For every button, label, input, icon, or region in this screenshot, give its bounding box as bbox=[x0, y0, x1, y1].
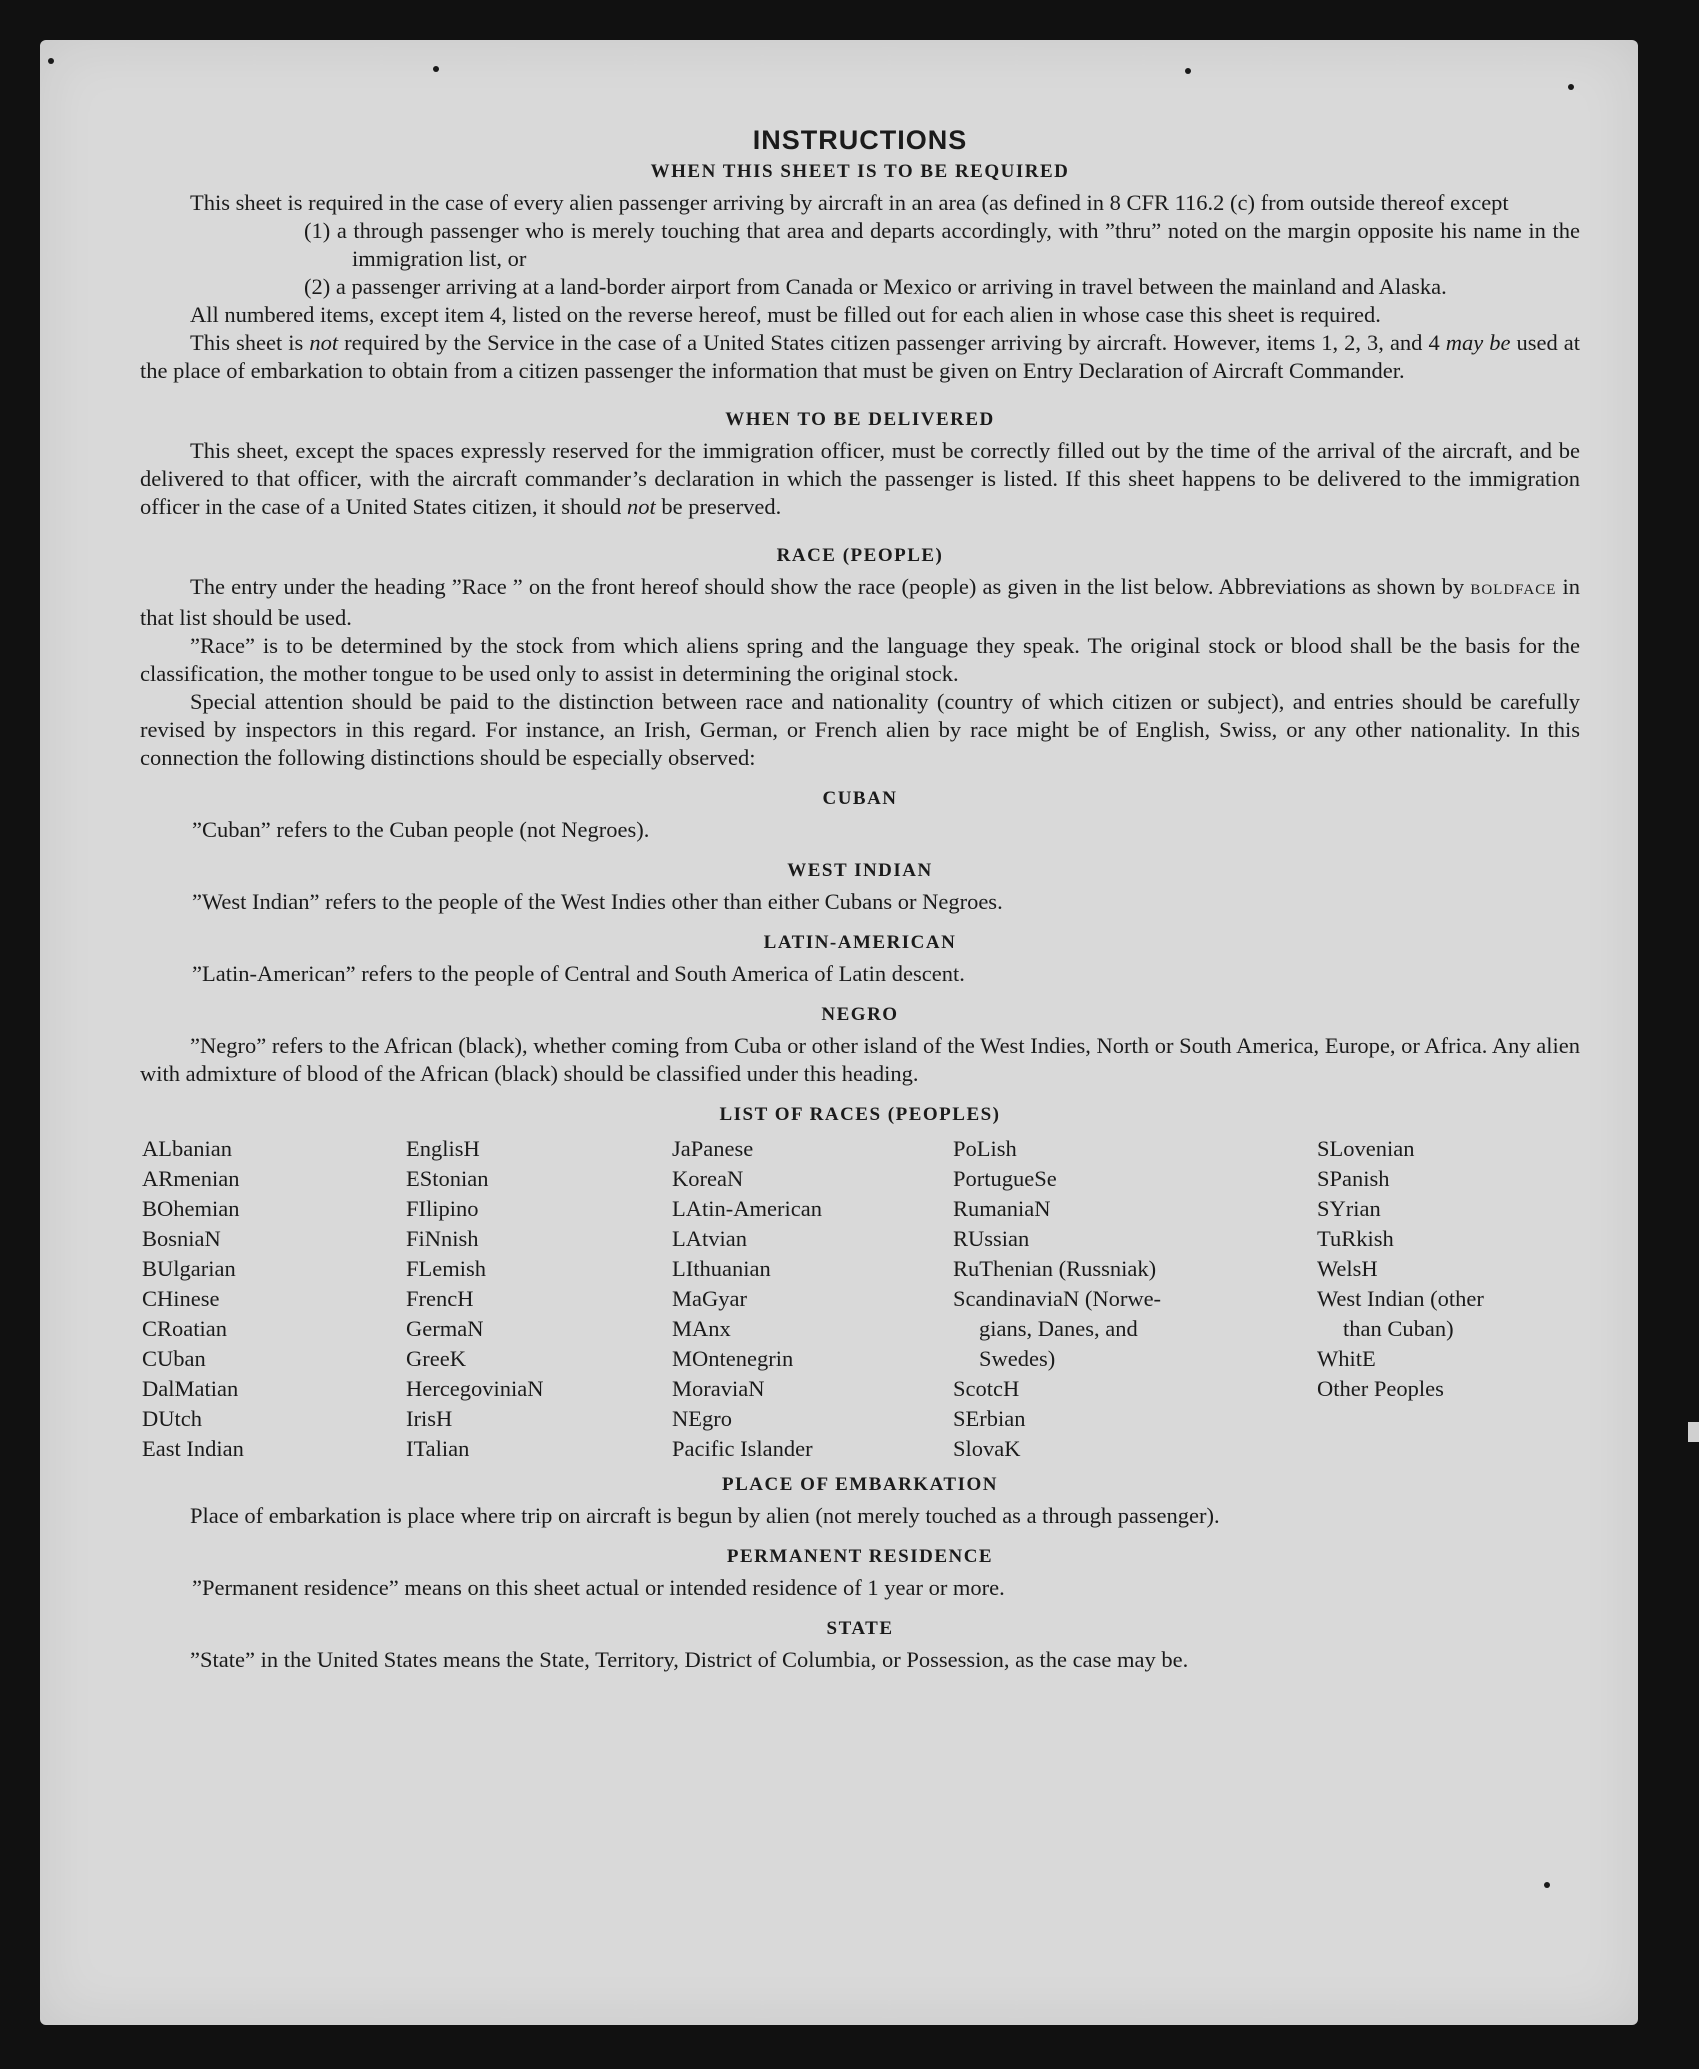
race-entry: SlovaK bbox=[953, 1436, 1021, 1461]
race-paragraph-1 bbox=[140, 573, 1580, 632]
race-entry: JaPanese bbox=[672, 1136, 754, 1161]
section-heading-west-indian: WEST INDIAN bbox=[787, 860, 933, 881]
speck-mark bbox=[1544, 1882, 1550, 1888]
race-entry: LAtvian bbox=[672, 1226, 747, 1251]
race-entry: BOhemian bbox=[142, 1196, 240, 1221]
race-entry: MAnx bbox=[672, 1316, 731, 1341]
race-entry: LAtin-American bbox=[672, 1196, 822, 1221]
race-entry-continuation: Swedes) bbox=[979, 1346, 1056, 1371]
race-entry: MoraviaN bbox=[672, 1376, 765, 1401]
race-entry: CRoatian bbox=[142, 1316, 227, 1341]
section-heading-required: WHEN THIS SHEET IS TO BE REQUIRED bbox=[650, 161, 1070, 182]
required-intro: This sheet is required in the case of every alien passenger arriving by aircraft in an area (as defined in 8 CFR 116.2 (c) from outside thereof except bbox=[190, 190, 1509, 215]
race-entry: FIlipino bbox=[406, 1196, 479, 1221]
race-entry: SLovenian bbox=[1317, 1136, 1415, 1161]
race-entry: EnglisH bbox=[406, 1136, 480, 1161]
race-entry: GreeK bbox=[406, 1346, 466, 1371]
race-entry: NEgro bbox=[672, 1406, 732, 1431]
race-entry: East Indian bbox=[142, 1436, 244, 1461]
race-entry-continuation: gians, Danes, and bbox=[979, 1316, 1138, 1341]
speck-mark bbox=[48, 58, 54, 64]
race-entry: Other Peoples bbox=[1317, 1376, 1444, 1401]
race-entry: PortugueSe bbox=[953, 1166, 1057, 1191]
section-heading-race: RACE (PEOPLE) bbox=[776, 545, 944, 566]
race-entry: BosniaN bbox=[142, 1226, 221, 1251]
section-heading-delivered: WHEN TO BE DELIVERED bbox=[725, 409, 995, 430]
text-run: in that list should be used. bbox=[140, 574, 1581, 630]
race-entry: TuRkish bbox=[1317, 1226, 1394, 1251]
race-entry: ScotcH bbox=[953, 1376, 1020, 1401]
race-entry-continuation: than Cuban) bbox=[1343, 1316, 1454, 1341]
required-paragraph-2: All numbered items, except item 4, listed on the reverse hereof, must be filled out for each alien in whose case this sheet is required. bbox=[190, 302, 1381, 327]
race-entry: EStonian bbox=[406, 1166, 489, 1191]
emphasis-text: not bbox=[309, 330, 339, 355]
race-paragraph-2: ”Race” is to be determined by the stock from which aliens spring and the language they speak. The original stock or blood shall be the basis for the classification, the mother tongue to be used only to assist in determining the original stock. bbox=[140, 633, 1580, 686]
race-entry: RuThenian (Russniak) bbox=[953, 1256, 1157, 1281]
race-entry: ITalian bbox=[406, 1436, 470, 1461]
emphasis-text: may be bbox=[1445, 330, 1511, 355]
section-heading-latin-american: LATIN-AMERICAN bbox=[763, 932, 957, 953]
text-run: This sheet is bbox=[190, 330, 304, 355]
race-entry: SYrian bbox=[1317, 1196, 1381, 1221]
race-paragraph-3: Special attention should be paid to the distinction between race and nationality (country of which citizen or subject), and entries should be carefully revised by inspectors in this regard. For instance, an Irish, German, or French alien by race might be of English, Swiss, or any other nationality. In this connection the following distinctions should be especially observed: bbox=[140, 689, 1580, 770]
race-entry: RumaniaN bbox=[953, 1196, 1051, 1221]
race-entry: GermaN bbox=[406, 1316, 484, 1341]
race-entry: MaGyar bbox=[672, 1286, 747, 1311]
page-title: INSTRUCTIONS bbox=[752, 125, 968, 155]
section-heading-state: STATE bbox=[826, 1618, 894, 1639]
edge-tab-mark bbox=[1688, 1422, 1699, 1442]
race-entry: FrencH bbox=[406, 1286, 474, 1311]
delivered-paragraph bbox=[140, 437, 1580, 521]
document-page bbox=[40, 40, 1638, 2025]
race-entry: RUssian bbox=[953, 1226, 1030, 1251]
race-entry: PoLish bbox=[953, 1136, 1017, 1161]
races-list bbox=[142, 1134, 1580, 1464]
race-entry: Pacific Islander bbox=[672, 1436, 813, 1461]
race-entry: DalMatian bbox=[142, 1376, 239, 1401]
race-entry: HercegoviniaN bbox=[406, 1376, 544, 1401]
text-run: The entry under the heading ”Race ” on the front hereof should show the race (people) as given in the list below. Abbreviations as shown by bbox=[190, 574, 1465, 599]
race-entry: West Indian (other bbox=[1317, 1286, 1484, 1311]
cuban-definition: ”Cuban” refers to the Cuban people (not Negroes). bbox=[192, 817, 650, 842]
race-entry: FLemish bbox=[406, 1256, 487, 1281]
race-entry: FiNnish bbox=[406, 1226, 479, 1251]
race-entry: CUban bbox=[142, 1346, 206, 1371]
race-entry: KoreaN bbox=[672, 1166, 744, 1191]
race-entry: WhitE bbox=[1317, 1346, 1376, 1371]
speck-mark bbox=[1568, 84, 1574, 90]
race-entry: ScandinaviaN (Norwe- bbox=[953, 1286, 1162, 1311]
text-run: used at the place of embarkation to obtain from a citizen passenger the information that must be given on Entry Declaration of Aircraft Commander. bbox=[140, 330, 1581, 383]
state-definition: ”State” in the United States means the State, Territory, District of Columbia, or Possession, as the case may be. bbox=[190, 1647, 1189, 1672]
residence-definition: ”Permanent residence” means on this sheet actual or intended residence of 1 year or more. bbox=[192, 1575, 1005, 1600]
section-heading-residence: PERMANENT RESIDENCE bbox=[726, 1546, 994, 1567]
races-column-1 bbox=[142, 1134, 406, 1464]
west-indian-definition: ”West Indian” refers to the people of the West Indies other than either Cubans or Negroes. bbox=[192, 889, 1003, 914]
race-entry: ALbanian bbox=[142, 1136, 232, 1161]
instructions-body bbox=[140, 125, 1580, 1674]
races-column-3 bbox=[672, 1134, 953, 1464]
race-entry: CHinese bbox=[142, 1286, 220, 1311]
section-heading-cuban: CUBAN bbox=[822, 788, 898, 809]
race-entry: ARmenian bbox=[142, 1166, 240, 1191]
required-paragraph-3 bbox=[140, 329, 1580, 385]
text-run: This sheet, except the spaces expressly reserved for the immigration officer, must be correctly filled out by the time of the arrival of the aircraft, and be delivered to that officer, with the aircraft commander’s declaration in which the passenger is listed. If this sheet happens to be delivered to the immigration officer in the case of a United States citizen, it should bbox=[140, 438, 1580, 519]
speck-mark bbox=[433, 66, 439, 72]
section-heading-races-list: LIST OF RACES (PEOPLES) bbox=[719, 1104, 1001, 1125]
embarkation-definition: Place of embarkation is place where trip on aircraft is begun by alien (not merely touched as a through passenger). bbox=[190, 1503, 1220, 1528]
race-entry: IrisH bbox=[406, 1406, 453, 1431]
required-exception-2: (2) a passenger arriving at a land-border airport from Canada or Mexico or arriving in travel between the mainland and Alaska. bbox=[304, 274, 1447, 299]
races-column-2 bbox=[406, 1134, 672, 1464]
races-column-4 bbox=[953, 1134, 1317, 1464]
race-entry: LIthuanian bbox=[672, 1256, 771, 1281]
section-heading-negro: NEGRO bbox=[821, 1004, 899, 1025]
race-entry: DUtch bbox=[142, 1406, 202, 1431]
race-entry: WelsH bbox=[1317, 1256, 1378, 1281]
speck-mark bbox=[1185, 68, 1191, 74]
emphasis-text: not bbox=[626, 494, 656, 519]
race-entry: BUlgarian bbox=[142, 1256, 236, 1281]
races-column-5 bbox=[1317, 1134, 1577, 1464]
required-exception-1: (1) a through passenger who is merely touching that area and departs accordingly, with ”thru” noted on the margin opposite his name in the immigration list, or bbox=[304, 218, 1580, 271]
negro-definition: ”Negro” refers to the African (black), whether coming from Cuba or other island of the West Indies, North or South America, Europe, or Africa. Any alien with admixture of blood of the African (black) should be classified under this heading. bbox=[140, 1033, 1580, 1086]
latin-american-definition: ”Latin-American” refers to the people of Central and South America of Latin descent. bbox=[192, 961, 965, 986]
text-run: be preserved. bbox=[661, 494, 782, 519]
race-entry: SErbian bbox=[953, 1406, 1026, 1431]
section-heading-embarkation: PLACE OF EMBARKATION bbox=[722, 1474, 998, 1495]
boldface-label: BOLDFACE bbox=[1470, 582, 1557, 598]
race-entry: SPanish bbox=[1317, 1166, 1390, 1191]
race-entry: MOntenegrin bbox=[672, 1346, 794, 1371]
text-run: required by the Service in the case of a United States citizen passenger arriving by aircraft. However, items 1, 2, 3, and 4 bbox=[344, 330, 1440, 355]
